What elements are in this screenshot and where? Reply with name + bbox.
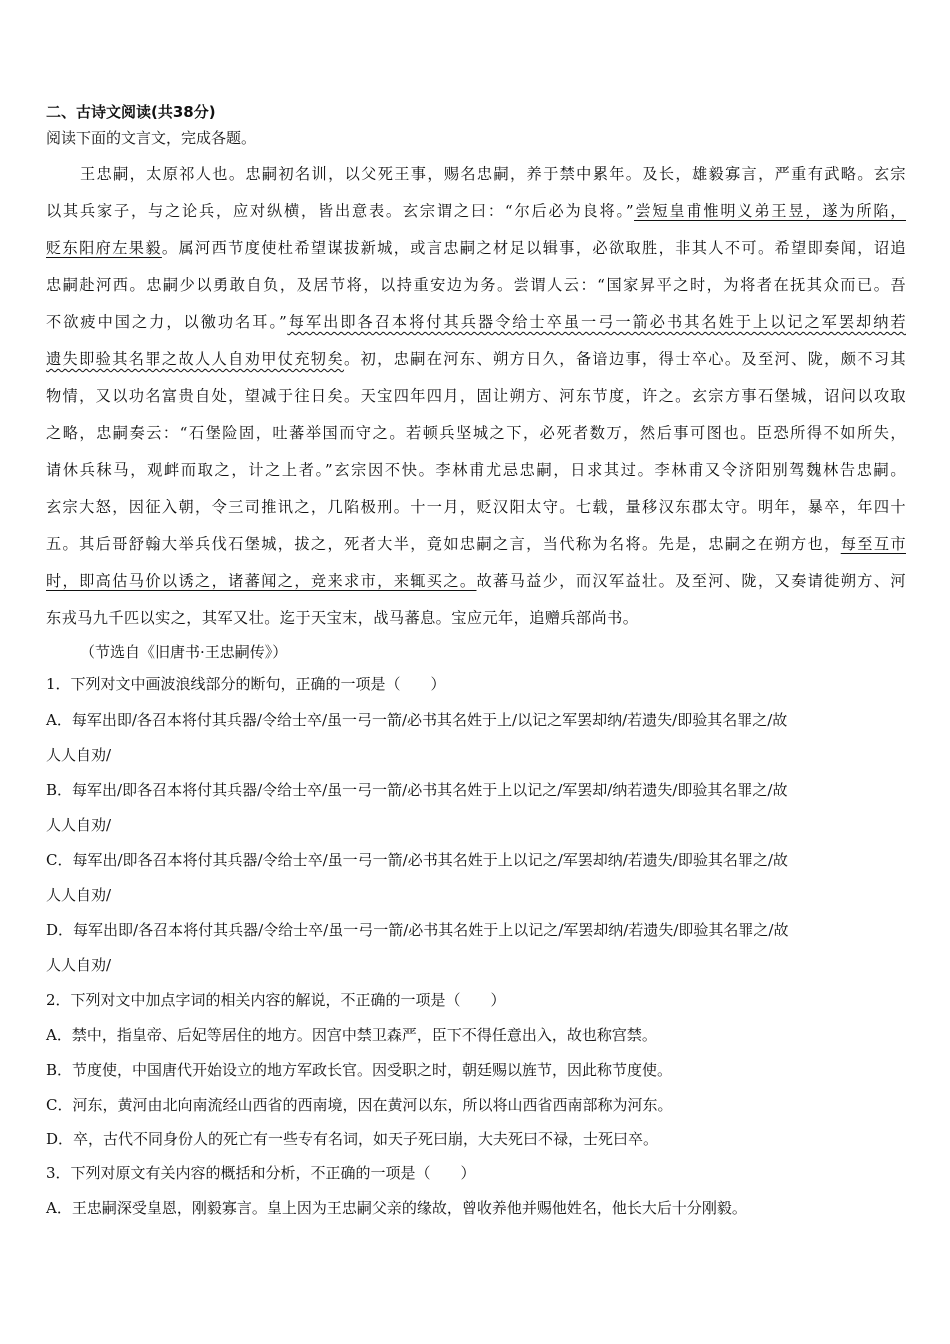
passage-line: 之略，忠嗣奏云：“石堡险固，吐蕃举国而守之。若顿兵坚城之下，必死者数万，然后事可图也。臣恐所得不如所失， — [46, 424, 906, 442]
question-1-option-b: B．每军出/即各召本将付其兵器/令给士卒/虽一弓一箭/必书其名姓于上以记之/军罢却/纳若遗失/即验其名罪之/故 — [46, 781, 788, 799]
passage-line: 玄宗大怒，因征入朝，令三司推讯之，几陷极刑。十一月，贬汉阳太守。七载，量移汉东郡太守。明年，暴卒，年四十 — [46, 498, 906, 516]
question-3-stem: 3．下列对原文有关内容的概括和分析，不正确的一项是（ ） — [46, 1164, 476, 1182]
passage-line: 王忠嗣，太原祁人也。忠嗣初名训，以父死王事，赐名忠嗣，养于禁中累年。及长，雄毅寡言，严重有武略。玄宗 — [80, 165, 906, 183]
question-2-option-c: C．河东，黄河由北向南流经山西省的西南境，因在黄河以东，所以将山西省西南部称为河东。 — [46, 1096, 673, 1114]
section-title: 二、古诗文阅读(共38分) — [46, 103, 216, 121]
wavy-underlined-text: 每军出即各召本将付其兵器令给士卒虽一弓一箭必书其名姓于上以记之军罢却纳若 — [287, 313, 906, 331]
passage-text: 不欲疲中国之力，以徼功名耳。” — [46, 313, 288, 331]
passage-text: 故蕃马益少，而汉军益壮。及至河、陇，又奏请徙朔方、河 — [476, 572, 906, 590]
question-1-option-c: C．每军出/即各召本将付其兵器/令给士卒/虽一弓一箭/必书其名姓于上以记之/军罢却纳/若遗失/即验其名罪之/故 — [46, 851, 788, 869]
passage-line — [46, 526, 906, 563]
question-3-option-a: A．王忠嗣深受皇恩，刚毅寡言。皇上因为王忠嗣父亲的缘故，曾收养他并赐他姓名，他长大后十分刚毅。 — [46, 1199, 747, 1217]
underlined-sentence: 时，即高估马价以诱之，诸蕃闻之，竞来求市，来辄买之。 — [46, 572, 477, 590]
passage-text: 以其兵家子，与之论兵，应对纵横，皆出意表。玄宗谓之曰：“尔后必为良将。” — [46, 202, 635, 220]
classical-passage — [46, 156, 906, 637]
question-1-option-a-cont: 人人自劝/ — [46, 746, 112, 764]
question-2-option-b: B．节度使，中国唐代开始设立的地方军政长官。因受职之时，朝廷赐以旌节，因此称节度使。 — [46, 1061, 673, 1079]
question-2-option-d: D．卒，古代不同身份人的死亡有一些专有名词，如天子死曰崩，大夫死曰不禄，士死曰卒。 — [46, 1130, 659, 1148]
passage-line: 物情，又以功名富贵自处，望减于往日矣。天宝四年四月，固让朔方、河东节度，许之。玄宗方事石堡城，诏问以攻取 — [46, 387, 906, 405]
underlined-sentence: 贬东阳府左果毅 — [46, 239, 162, 257]
passage-line — [46, 193, 906, 230]
passage-source: （节选自《旧唐书·王忠嗣传》） — [80, 643, 288, 661]
question-1-option-d-cont: 人人自劝/ — [46, 956, 112, 974]
passage-line: 忠嗣赴河西。忠嗣少以勇敢自负，及居节将，以持重安边为务。尝谓人云：“国家昇平之时，为将者在抚其众而已。吾 — [46, 276, 906, 294]
question-1-option-b-cont: 人人自劝/ — [46, 816, 112, 834]
passage-line: 请休兵秣马，观衅而取之，计之上者。”玄宗因不快。李林甫尤忌忠嗣，日求其过。李林甫又令济阳别驾魏林告忠嗣。 — [46, 461, 906, 479]
passage-line — [46, 304, 906, 341]
question-1-option-c-cont: 人人自劝/ — [46, 886, 112, 904]
question-1-stem: 1．下列对文中画波浪线部分的断句，正确的一项是（ ） — [46, 675, 446, 693]
underlined-sentence: 尝短皇甫惟明义弟王昱，遂为所陷， — [634, 202, 906, 220]
question-1-option-d: D．每军出即/各召本将付其兵器/令给士卒/虽一弓一箭/必书其名姓于上以记之/军罢却纳/若遗失/即验其名罪之/故 — [46, 921, 789, 939]
passage-text: 五。其后哥舒翰大举兵伐石堡城，拔之，死者大半，竟如忠嗣之言，当代称为名将。先是，忠嗣之在朔方也， — [46, 535, 841, 553]
question-1-option-a: A．每军出即/各召本将付其兵器/令给士卒/虽一弓一箭/必书其名姓于上/以记之军罢却纳/若遗失/即验其名罪之/故 — [46, 711, 788, 729]
passage-line: 东戎马九千匹以实之，其军又壮。迄于天宝末，战马蕃息。宝应元年，追赠兵部尚书。 — [46, 609, 639, 627]
underlined-sentence: 每至互市 — [840, 535, 906, 553]
passage-text: 。属河西节度使杜希望谋拔新城，或言忠嗣之材足以辑事，必欲取胜，非其人不可。希望即奏闻，诏追 — [161, 239, 906, 257]
reading-instruction: 阅读下面的文言文，完成各题。 — [46, 129, 257, 147]
question-2-stem: 2．下列对文中加点字词的相关内容的解说，不正确的一项是（ ） — [46, 991, 506, 1009]
passage-line — [46, 230, 906, 267]
question-2-option-a: A．禁中，指皇帝、后妃等居住的地方。因宫中禁卫森严，臣下不得任意出入，故也称宫禁。 — [46, 1026, 657, 1044]
passage-line — [46, 563, 906, 600]
passage-line — [46, 341, 906, 378]
passage-text: 。初，忠嗣在河东、朔方日久，备谙边事，得士卒心。及至河、陇，颇不习其 — [344, 350, 906, 368]
wavy-underlined-text: 遗失即验其名罪之故人人自劝甲仗充牣矣 — [46, 350, 345, 368]
